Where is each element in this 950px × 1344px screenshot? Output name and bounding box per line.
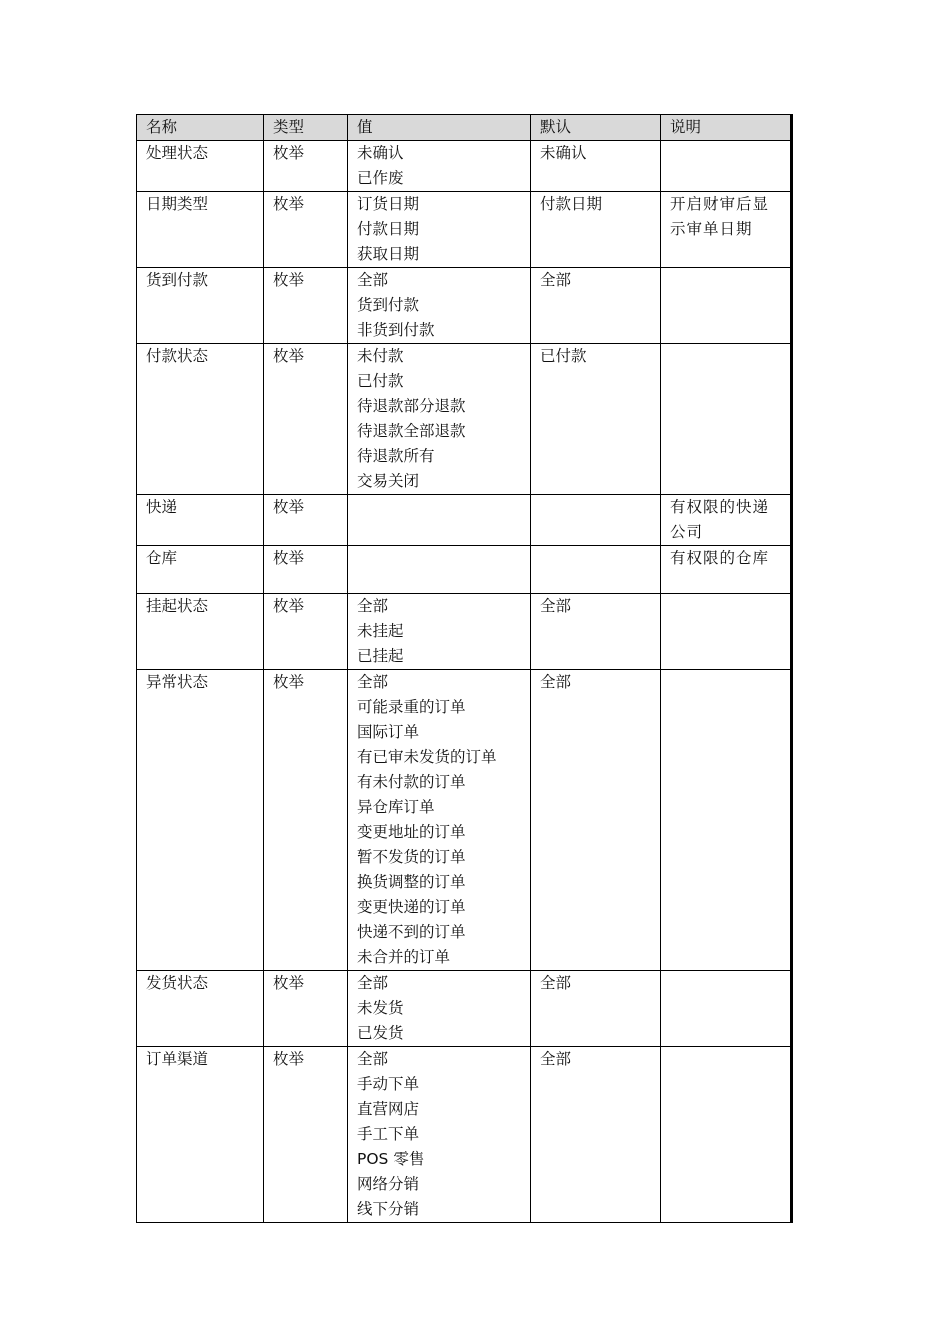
value-item: 快递不到的订单 xyxy=(357,923,466,941)
cell-name: 发货状态 xyxy=(137,971,264,1047)
header-type: 类型 xyxy=(264,115,348,141)
cell-description xyxy=(661,1047,792,1223)
header-description: 说明 xyxy=(661,115,792,141)
table-body xyxy=(137,141,792,1223)
value-item: 线下分销 xyxy=(357,1200,420,1218)
cell-name: 快递 xyxy=(137,495,264,546)
value-item: 未确认 xyxy=(357,144,404,162)
cell-description: 开启财审后显示审单日期 xyxy=(661,192,792,268)
cell-description xyxy=(661,670,792,971)
value-item: 待退款全部退款 xyxy=(357,422,466,440)
value-item: 未付款 xyxy=(357,347,404,365)
cell-description xyxy=(661,594,792,670)
value-item: 非货到付款 xyxy=(357,321,435,339)
cell-type: 枚举 xyxy=(264,546,348,594)
value-item: 未合并的订单 xyxy=(357,948,451,966)
cell-default: 已付款 xyxy=(531,344,661,495)
table-row xyxy=(137,268,792,344)
cell-default: 付款日期 xyxy=(531,192,661,268)
cell-default: 全部 xyxy=(531,1047,661,1223)
cell-name: 挂起状态 xyxy=(137,594,264,670)
value-item: 网络分销 xyxy=(357,1175,420,1193)
cell-description: 有权限的仓库 xyxy=(661,546,792,594)
cell-type: 枚举 xyxy=(264,670,348,971)
cell-values xyxy=(348,141,531,192)
cell-default: 全部 xyxy=(531,268,661,344)
value-item: 全部 xyxy=(357,673,389,691)
table-row xyxy=(137,1047,792,1223)
cell-values xyxy=(348,495,531,546)
parameter-table xyxy=(136,114,793,1223)
value-item: 直营网店 xyxy=(357,1100,420,1118)
cell-type: 枚举 xyxy=(264,495,348,546)
value-item: 暂不发货的订单 xyxy=(357,848,466,866)
cell-description xyxy=(661,344,792,495)
cell-type: 枚举 xyxy=(264,192,348,268)
cell-name: 订单渠道 xyxy=(137,1047,264,1223)
table-row xyxy=(137,141,792,192)
cell-description xyxy=(661,971,792,1047)
cell-description xyxy=(661,268,792,344)
cell-default xyxy=(531,546,661,594)
cell-values xyxy=(348,1047,531,1223)
cell-values xyxy=(348,546,531,594)
value-item: 货到付款 xyxy=(357,296,420,314)
value-item: POS 零售 xyxy=(357,1150,425,1168)
cell-default: 未确认 xyxy=(531,141,661,192)
value-item: 全部 xyxy=(357,597,389,615)
table-row xyxy=(137,495,792,546)
value-item: 换货调整的订单 xyxy=(357,873,466,891)
cell-default xyxy=(531,495,661,546)
table-row xyxy=(137,344,792,495)
cell-name: 日期类型 xyxy=(137,192,264,268)
cell-default: 全部 xyxy=(531,971,661,1047)
cell-default: 全部 xyxy=(531,670,661,971)
value-item: 订货日期 xyxy=(357,195,420,213)
value-item: 国际订单 xyxy=(357,723,420,741)
cell-values xyxy=(348,268,531,344)
value-item: 异仓库订单 xyxy=(357,798,435,816)
cell-type: 枚举 xyxy=(264,268,348,344)
value-item: 交易关闭 xyxy=(357,472,420,490)
cell-type: 枚举 xyxy=(264,344,348,495)
table-row xyxy=(137,971,792,1047)
value-item: 全部 xyxy=(357,1050,389,1068)
value-item: 已付款 xyxy=(357,372,404,390)
value-item: 变更地址的订单 xyxy=(357,823,466,841)
value-item: 全部 xyxy=(357,271,389,289)
cell-type: 枚举 xyxy=(264,1047,348,1223)
cell-values xyxy=(348,192,531,268)
value-item: 可能录重的订单 xyxy=(357,698,466,716)
value-item: 获取日期 xyxy=(357,245,420,263)
header-name: 名称 xyxy=(137,115,264,141)
value-item: 有未付款的订单 xyxy=(357,773,466,791)
value-item: 手工下单 xyxy=(357,1125,420,1143)
cell-name: 异常状态 xyxy=(137,670,264,971)
cell-values xyxy=(348,594,531,670)
cell-values xyxy=(348,670,531,971)
value-item: 有已审未发货的订单 xyxy=(357,748,497,766)
cell-name: 付款状态 xyxy=(137,344,264,495)
cell-name: 货到付款 xyxy=(137,268,264,344)
header-value: 值 xyxy=(348,115,531,141)
header-default: 默认 xyxy=(531,115,661,141)
cell-type: 枚举 xyxy=(264,971,348,1047)
cell-name: 处理状态 xyxy=(137,141,264,192)
value-item: 已作废 xyxy=(357,169,404,187)
table-row xyxy=(137,192,792,268)
table-row xyxy=(137,546,792,594)
value-item: 变更快递的订单 xyxy=(357,898,466,916)
value-item: 手动下单 xyxy=(357,1075,420,1093)
value-item: 待退款所有 xyxy=(357,447,435,465)
value-item: 未挂起 xyxy=(357,622,404,640)
cell-default: 全部 xyxy=(531,594,661,670)
cell-name: 仓库 xyxy=(137,546,264,594)
cell-description: 有权限的快递公司 xyxy=(661,495,792,546)
value-item: 未发货 xyxy=(357,999,404,1017)
cell-type: 枚举 xyxy=(264,141,348,192)
cell-values xyxy=(348,971,531,1047)
value-item: 全部 xyxy=(357,974,389,992)
value-item: 付款日期 xyxy=(357,220,420,238)
table-header-row xyxy=(137,115,792,141)
value-item: 待退款部分退款 xyxy=(357,397,466,415)
cell-type: 枚举 xyxy=(264,594,348,670)
value-item: 已挂起 xyxy=(357,647,404,665)
cell-values xyxy=(348,344,531,495)
table-row xyxy=(137,670,792,971)
table-row xyxy=(137,594,792,670)
value-item: 已发货 xyxy=(357,1024,404,1042)
cell-description xyxy=(661,141,792,192)
